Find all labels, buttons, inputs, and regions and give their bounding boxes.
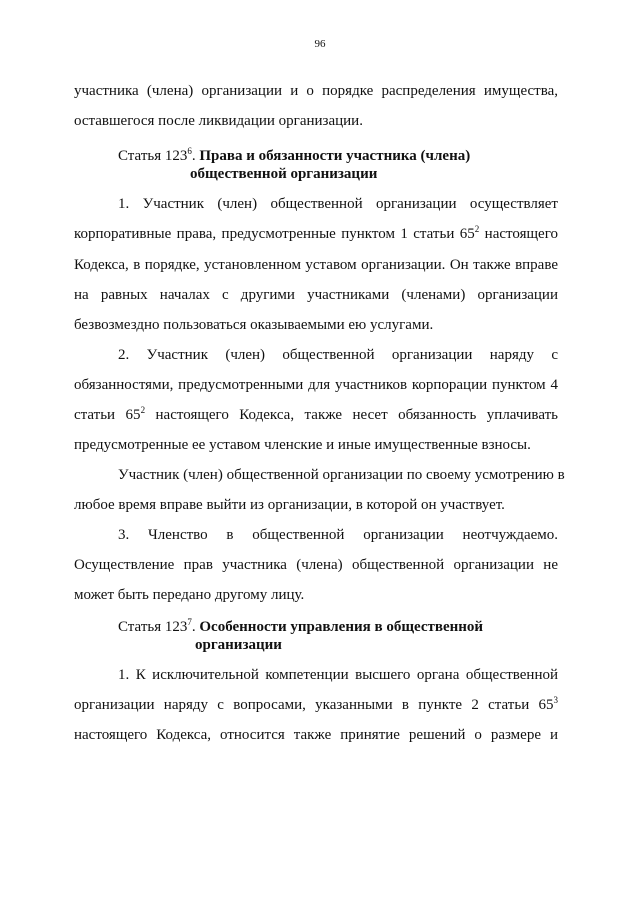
p2b-line-1: Участник (член) общественной организации по своему усмотрению в: [118, 467, 565, 483]
page-number: 96: [314, 38, 326, 50]
p4-line-3: настоящего Кодекса, относится также принятие решений о размере и: [74, 727, 558, 743]
p2-line-2: обязанностями, предусмотренными для участников корпорации пунктом 4: [74, 377, 558, 393]
article-7-prefix: Статья 123: [118, 619, 188, 635]
article-7-title-line-1: Особенности управления в общественной: [199, 619, 484, 635]
article-7-sup: 7: [187, 617, 192, 627]
p1-line-5: безвозмездно пользоваться оказываемыми ею услугами.: [74, 317, 434, 333]
p2-line-3b: настоящего Кодекса, также несет обязанность уплачивать: [145, 407, 558, 423]
article-6-title-line-2: общественной организации: [190, 166, 378, 182]
p1-line-4: на равных началах с другими участниками (членами) организации: [74, 287, 558, 303]
p2b-line-2: любое время вправе выйти из организации, в которой он участвует.: [74, 497, 505, 513]
p1-line-3: Кодекса, в порядке, установленном уставом организации. Он также вправе: [74, 257, 558, 273]
intro-line-1: участника (члена) организации и о порядке распределения имущества,: [74, 83, 558, 99]
article-6-prefix: Статья 123: [118, 148, 188, 164]
article-6-heading: [118, 147, 470, 165]
article-6-dot: .: [191, 148, 200, 164]
p4-line-2-sup: 3: [553, 695, 558, 705]
p4-line-1: 1. К исключительной компетенции высшего органа общественной: [118, 667, 558, 683]
p4-line-2: [74, 696, 558, 714]
p2-line-3: [74, 406, 558, 424]
p2-line-1: 2. Участник (член) общественной организации наряду с: [118, 347, 558, 363]
p2-line-3a: статьи 65: [74, 407, 141, 423]
article-6-title-line-2-row: [190, 165, 377, 183]
p1-line-2-sup: 2: [474, 224, 480, 234]
p1-line-2: [74, 225, 558, 243]
p1-line-1: 1. Участник (член) общественной организации осуществляет: [118, 196, 558, 212]
p2-line-3-sup: 2: [140, 405, 146, 415]
article-6-title-line-1: Права и обязанности участника (члена): [199, 148, 471, 164]
intro-line-2: оставшегося после ликвидации организации.: [74, 113, 363, 129]
p3-line-3: может быть передано другому лицу.: [74, 587, 305, 603]
article-6-sup: 6: [187, 146, 192, 156]
p4-line-2a: организации наряду с вопросами, указанными в пункте 2 статьи 65: [74, 697, 554, 713]
p3-line-2: Осуществление прав участника (члена) общественной организации не: [74, 557, 558, 573]
article-7-title-line-2-row: [195, 636, 282, 654]
p3-line-1: 3. Членство в общественной организации неотчуждаемо.: [118, 527, 558, 543]
article-7-title-line-2: организации: [195, 637, 282, 653]
p1-line-2a: корпоративные права, предусмотренные пунктом 1 статьи 65: [74, 226, 475, 242]
article-7-heading: [118, 618, 483, 636]
article-7-dot: .: [191, 619, 200, 635]
p2-line-4: предусмотренные ее уставом членские и иные имущественные взносы.: [74, 437, 531, 453]
p1-line-2b: настоящего: [479, 226, 558, 242]
